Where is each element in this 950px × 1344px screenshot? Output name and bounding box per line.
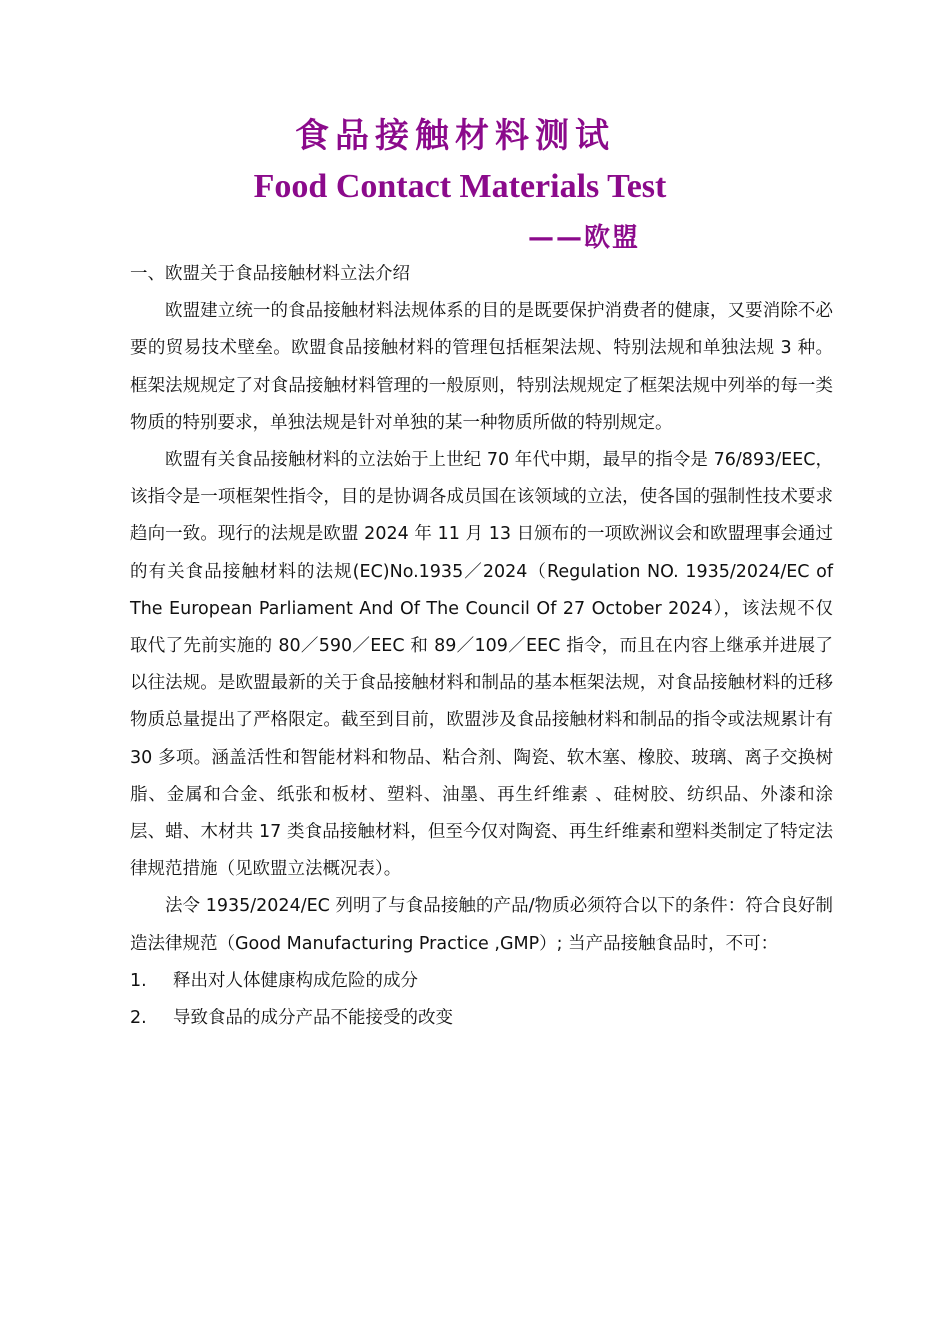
list-item (130, 963, 833, 1000)
title-chinese: 食品接触材料测试 (295, 116, 615, 156)
list-text: 导致食品的成分产品不能接受的改变 (173, 1008, 453, 1029)
paragraph-history: 欧盟有关食品接触材料的立法始于上世纪 70 年代中期，最早的指令是 76/893/EEC，该指令是一项框架性指令，目的是协调各成员国在该领域的立法，使各国的强制性技术要求趋向一致。现行的法规是欧盟 2024 年 11 月 13 日颁布的一项欧洲议会和欧盟理事会通过的有关食品接触材料的法规(EC)No.1935／2024（Regulation NO. 1935/2024/EC of The European Parliament And Of The Council Of 27 October 2024），该法规不仅取代了先前实施的 80／590／EEC 和 89／109／EEC 指令，而且在内容上继承并进展了以往法规。是欧盟最新的关于食品接触材料和制品的基本框架法规，对食品接触材料的迁移物质总量提出了严格限定。截至到目前，欧盟涉及食品接触材料和制品的指令或法规累计有 30 多项。涵盖活性和智能材料和物品、粘合剂、陶瓷、软木塞、橡胶、玻璃、离子交换树脂、金属和合金、纸张和板材、塑料、油墨、再生纤维素 、硅树胶、纺织品、外漆和涂层、蜡、木材共 17 类食品接触材料，但至今仅对陶瓷、再生纤维素和塑料类制定了特定法律规范措施（见欧盟立法概况表）。 (130, 450, 833, 880)
list-number: 1. (130, 970, 147, 991)
paragraph-intro: 欧盟建立统一的食品接触材料法规体系的目的是既要保护消费者的健康，又要消除不必要的贸易技术壁垒。欧盟食品接触材料的管理包括框架法规、特别法规和单独法规 3 种。框架法规规定了对食品接触材料管理的一般原则，特别法规规定了框架法规中列举的每一类物质的特别要求，单独法规是针对单独的某一种物质所做的特别规定。 (130, 301, 833, 433)
list-number: 2. (130, 1008, 147, 1029)
paragraph-conditions: 法令 1935/2024/EC 列明了与食品接触的产品/物质必须符合以下的条件：符合良好制造法律规范（Good Manufacturing Practice ,GMP）; 当产品接触食品时，不可： (130, 896, 833, 954)
title-english: Food Contact Materials Test (253, 168, 667, 205)
list-text: 释出对人体健康构成危险的成分 (173, 970, 418, 991)
document-body (130, 256, 833, 1037)
title-region: ——欧盟 (528, 223, 641, 253)
list-item (130, 1000, 833, 1037)
section-heading: 一、欧盟关于食品接触材料立法介绍 (130, 264, 410, 284)
